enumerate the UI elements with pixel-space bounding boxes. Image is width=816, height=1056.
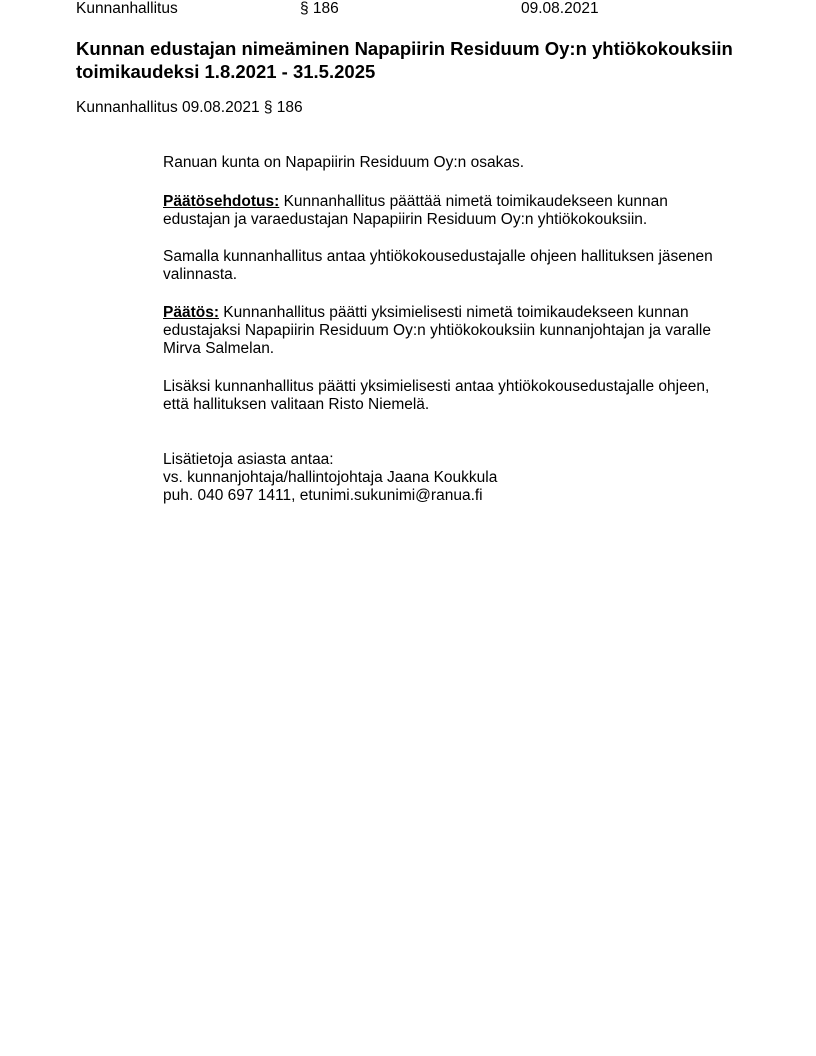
additional-line: että hallituksen valitaan Risto Niemelä. — [163, 396, 430, 413]
header-organ: Kunnanhallitus — [76, 0, 178, 17]
header-section: § 186 — [300, 0, 339, 17]
title-line: Kunnan edustajan nimeäminen Napapiirin Residuum Oy:n yhtiökokouksiin — [76, 38, 733, 59]
additional-paragraph — [163, 378, 709, 414]
contact-line: Lisätietoja asiasta antaa: — [163, 451, 334, 468]
decision-paragraph — [163, 304, 711, 358]
title-line: toimikaudeksi 1.8.2021 - 31.5.2025 — [76, 61, 376, 82]
decision-text: Kunnanhallitus päätti yksimielisesti nimetä toimikaudekseen kunnan — [219, 304, 689, 321]
contact-line: puh. 040 697 1411, etunimi.sukunimi@ranua.fi — [163, 487, 483, 504]
proposal-text: Kunnanhallitus päättää nimetä toimikaudekseen kunnan — [279, 193, 668, 210]
proposal-label: Päätösehdotus: — [163, 193, 280, 210]
intro-paragraph: Ranuan kunta on Napapiirin Residuum Oy:n osakas. — [163, 154, 525, 171]
guidance-line: valinnasta. — [163, 266, 238, 283]
additional-line: Lisäksi kunnanhallitus päätti yksimielisesti antaa yhtiökokousedustajalle ohjeen, — [163, 378, 710, 395]
header-date: 09.08.2021 — [521, 0, 599, 17]
decision-text: Mirva Salmelan. — [163, 340, 275, 357]
meeting-reference: Kunnanhallitus 09.08.2021 § 186 — [76, 99, 303, 116]
contact-info — [163, 451, 497, 505]
document-title — [76, 37, 733, 83]
guidance-line: Samalla kunnanhallitus antaa yhtiökokousedustajalle ohjeen hallituksen jäsenen — [163, 248, 713, 265]
proposal-text: edustajan ja varaedustajan Napapiirin Residuum Oy:n yhtiökokouksiin. — [163, 211, 648, 228]
contact-line: vs. kunnanjohtaja/hallintojohtaja Jaana Koukkula — [163, 469, 498, 486]
decision-text: edustajaksi Napapiirin Residuum Oy:n yhtiökokouksiin kunnanjohtajan ja varalle — [163, 322, 711, 339]
proposal-paragraph — [163, 193, 668, 229]
guidance-paragraph — [163, 248, 713, 284]
decision-label: Päätös: — [163, 304, 219, 321]
